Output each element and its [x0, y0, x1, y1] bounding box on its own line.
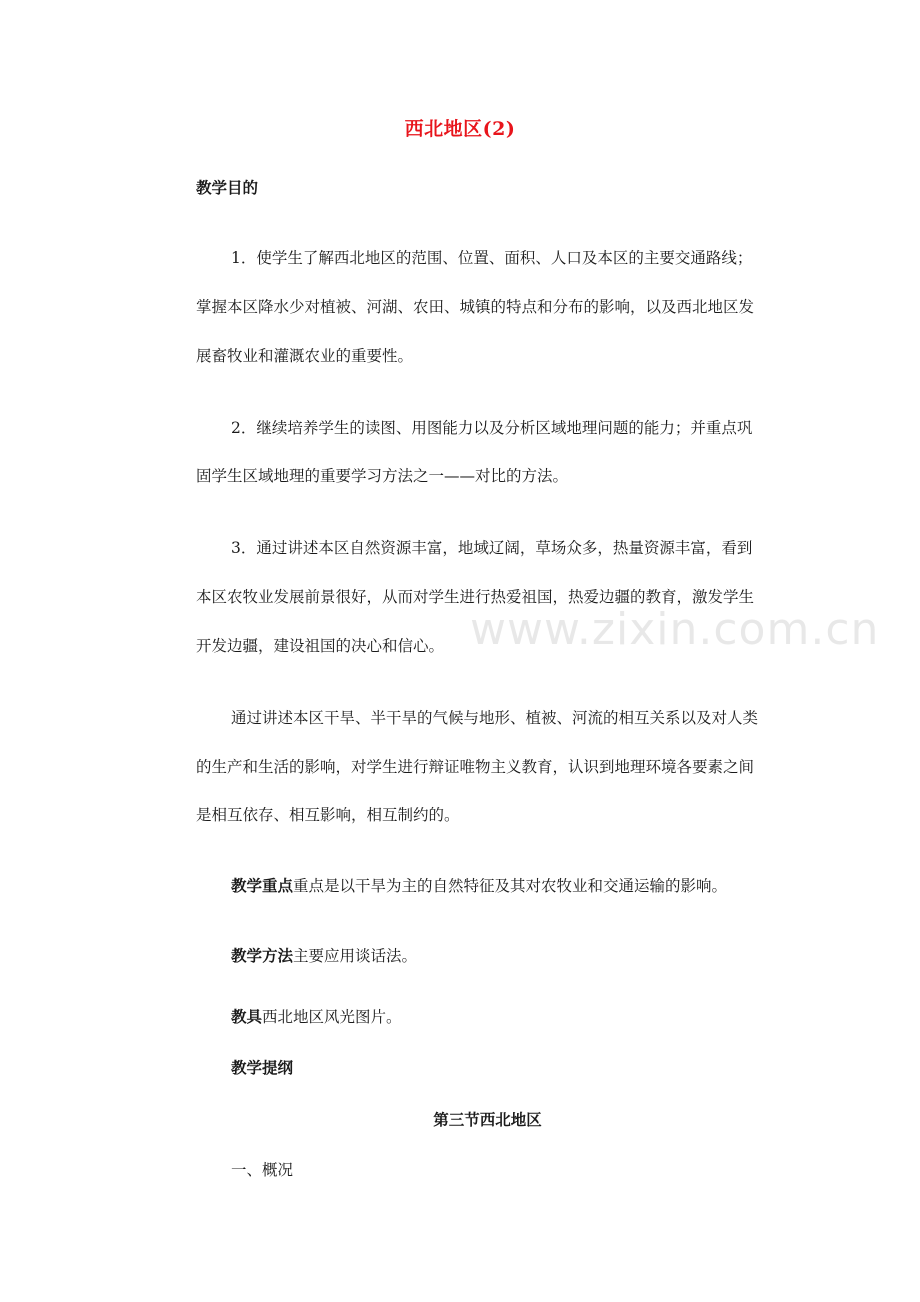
key-point-text: 重点是以干旱为主的自然特征及其对农牧业和交通运输的影响。: [293, 877, 728, 895]
goal3-line1: 3．通过讲述本区自然资源丰富，地域辽阔，草场众多，热量资源丰富，看到: [231, 539, 753, 557]
subsection-title: 一、概况: [231, 1161, 294, 1179]
goal2-line2: 固学生区域地理的重要学习方法之一——对比的方法。: [196, 467, 569, 485]
tools-paragraph: [231, 1007, 831, 1027]
method-label: 教学方法: [231, 946, 294, 965]
goals-heading: 教学目的: [196, 178, 259, 197]
tools-label: 教具: [231, 1007, 263, 1026]
goal1-line3: 展畜牧业和灌溉农业的重要性。: [196, 347, 414, 365]
goal1-line2: 掌握本区降水少对植被、河湖、农田、城镇的特点和分布的影响，以及西北地区发: [196, 298, 755, 316]
section-title: 第三节西北地区: [433, 1110, 542, 1129]
method-paragraph: [231, 946, 831, 966]
key-point-label: 教学重点: [231, 876, 294, 895]
outline-heading: 教学提纲: [231, 1058, 294, 1077]
method-text: 主要应用谈话法。: [293, 947, 418, 965]
goal3-line3: 开发边疆，建设祖国的决心和信心。: [196, 637, 445, 655]
goal4-line2: 的生产和生活的影响，对学生进行辩证唯物主义教育，认识到地理环境各要素之间: [196, 758, 755, 776]
watermark-text: www.zixin.com.cn: [470, 604, 880, 655]
goal4-line1: 通过讲述本区干旱、半干旱的气候与地形、植被、河流的相互关系以及对人类: [231, 709, 759, 727]
key-point-paragraph: [231, 876, 831, 896]
goal1-line1: 1．使学生了解西北地区的范围、位置、面积、人口及本区的主要交通路线；: [231, 249, 753, 267]
goal3-line2: 本区农牧业发展前景很好，从而对学生进行热爱祖国，热爱边疆的教育，激发学生: [196, 588, 755, 606]
goal4-line3: 是相互依存、相互影响，相互制约的。: [196, 806, 460, 824]
document-title: 西北地区(2): [404, 118, 516, 140]
goal2-line1: 2．继续培养学生的读图、用图能力以及分析区域地理问题的能力；并重点巩: [231, 419, 753, 437]
tools-text: 西北地区风光图片。: [262, 1008, 402, 1026]
